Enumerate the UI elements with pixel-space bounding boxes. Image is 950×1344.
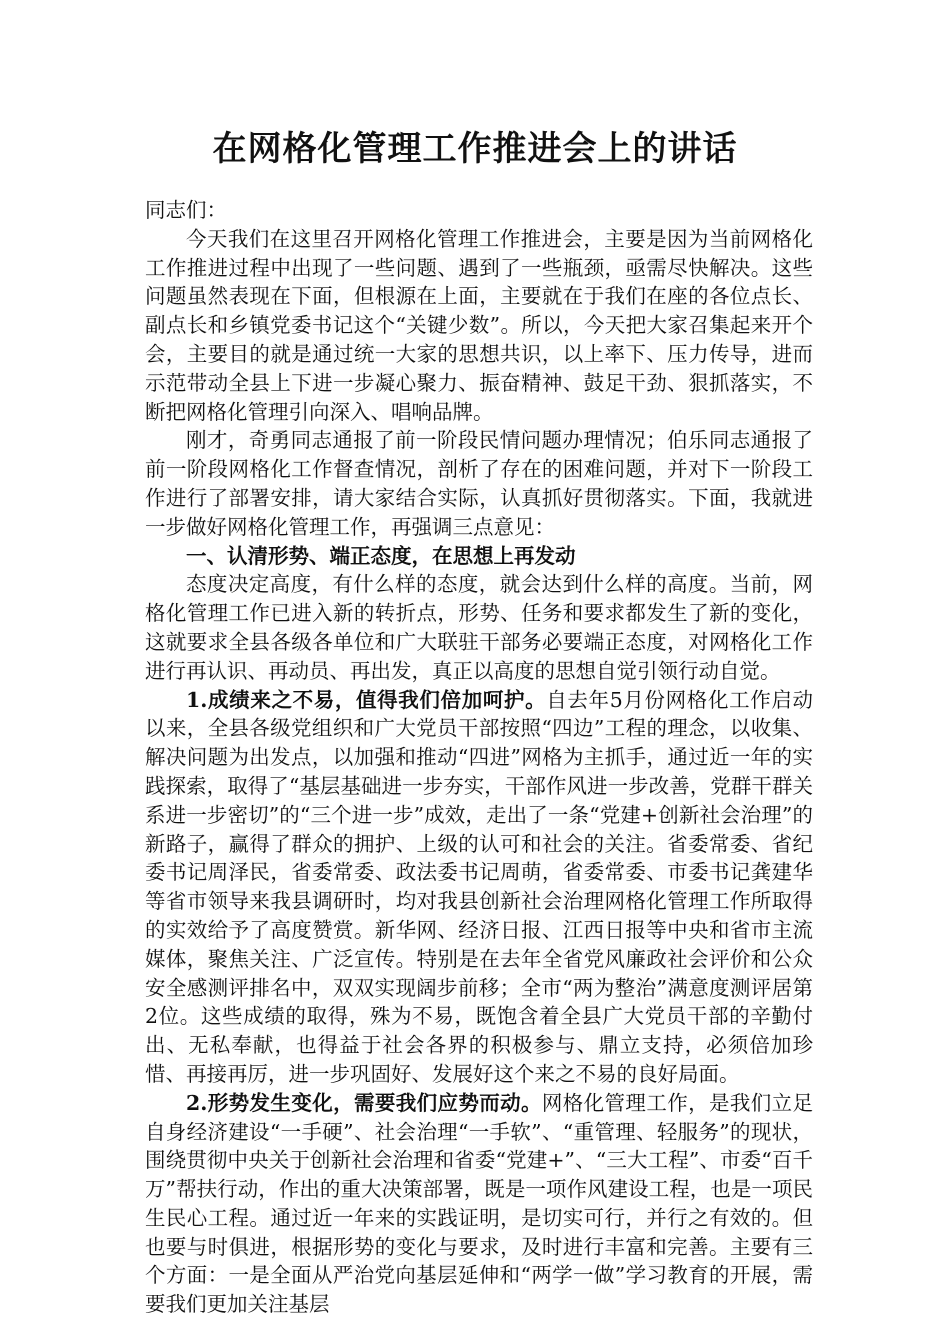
salutation: 同志们： xyxy=(145,198,227,222)
paragraph-attitude: 态度决定高度，有什么样的态度，就会达到什么样的高度。当前，网格化管理工作已进入新的转折点，形势、任务和要求都发生了新的变化，这就要求全县各级各单位和广大联驻干部务必要端正态度，对网格化工作进行再认识、再动员、再出发，真正以高度的思想自觉引领行动自觉。 xyxy=(145,572,813,683)
paragraph-achievements-text: 自去年5月份网格化工作启动以来，全县各级党组织和广大党员干部按照“四边”工程的理念，以收集、解决问题为出发点，以加强和推动“四进”网格为主抓手，通过近一年的实践探索，取得了“基层基础进一步夯实，干部作风进一步改善，党群干群关系进一步密切”的“三个进一步”成效，走出了一条“党建+创新社会治理”的新路子，赢得了群众的拥护、上级的认可和社会的关注。省委常委、省纪委书记周泽民，省委常委、政法委书记周萌，省委常委、市委书记龚建华等省市领导来我县调研时，均对我县创新社会治理网格化管理工作所取得的实效给予了高度赞赏。新华网、经济日报、江西日报等中央和省市主流媒体，聚焦关注、广泛宣传。特别是在去年全省党风廉政社会评价和公众安全感测评排名中，双双实现阔步前移；全市“两为整治”满意度测评居第2位。这些成绩的取得，殊为不易，既饱含着全县广大党员干部的辛勤付出、无私奉献，也得益于社会各界的积极参与、鼎立支持，必须倍加珍惜、再接再厉，进一步巩固好、发展好这个来之不易的良好局面。 xyxy=(145,687,813,1086)
section-heading-1: 一、认清形势、端正态度，在思想上再发动 xyxy=(186,543,576,568)
paragraph-situation-text: 网格化管理工作，是我们立足自身经济建设“一手硬”、社会治理“一手软”、“重管理、轻服务”的现状，围绕贯彻中央关于创新社会治理和省委“党建+”、“三大工程”、市委“百千万”帮扶行动，作出的重大决策部署，既是一项作风建设工程，也是一项民生民心工程。通过近一年来的实践证明，是切实可行，并行之有效的。但也要与时俱进，根据形势的变化与要求，及时进行丰富和完善。主要有三个方面：一是全面从严治党向基层延伸和“两学一做”学习教育的开展，需要我们更加关注基层 xyxy=(145,1090,813,1317)
paragraph-achievements-lead: 1.成绩来之不易，值得我们倍加呵护。 xyxy=(186,687,547,712)
document-title: 在网格化管理工作推进会上的讲话 xyxy=(212,129,738,169)
document-body xyxy=(145,196,813,1319)
paragraph-situation xyxy=(145,1089,813,1319)
paragraph-intro: 今天我们在这里召开网格化管理工作推进会，主要是因为当前网格化工作推进过程中出现了一些问题、遇到了一些瓶颈，亟需尽快解决。这些问题虽然表现在下面，但根源在上面，主要就在于我们在座的各位点长、副点长和乡镇党委书记这个“关键少数”。所以，今天把大家召集起来开个会，主要目的就是通过统一大家的思想共识，以上率下、压力传导，进而示范带动全县上下进一步凝心聚力、振奋精神、鼓足干劲、狠抓落实，不断把网格化管理引向深入、唱响品牌。 xyxy=(145,226,813,424)
paragraph-briefing: 刚才，奇勇同志通报了前一阶段民情问题办理情况；伯乐同志通报了前一阶段网格化工作督查情况，剖析了存在的困难问题，并对下一阶段工作进行了部署安排，请大家结合实际，认真抓好贯彻落实。下面，我就进一步做好网格化管理工作，再强调三点意见： xyxy=(145,428,813,539)
paragraph-situation-lead: 2.形势发生变化，需要我们应势而动。 xyxy=(186,1090,542,1115)
paragraph-achievements xyxy=(145,686,813,1089)
